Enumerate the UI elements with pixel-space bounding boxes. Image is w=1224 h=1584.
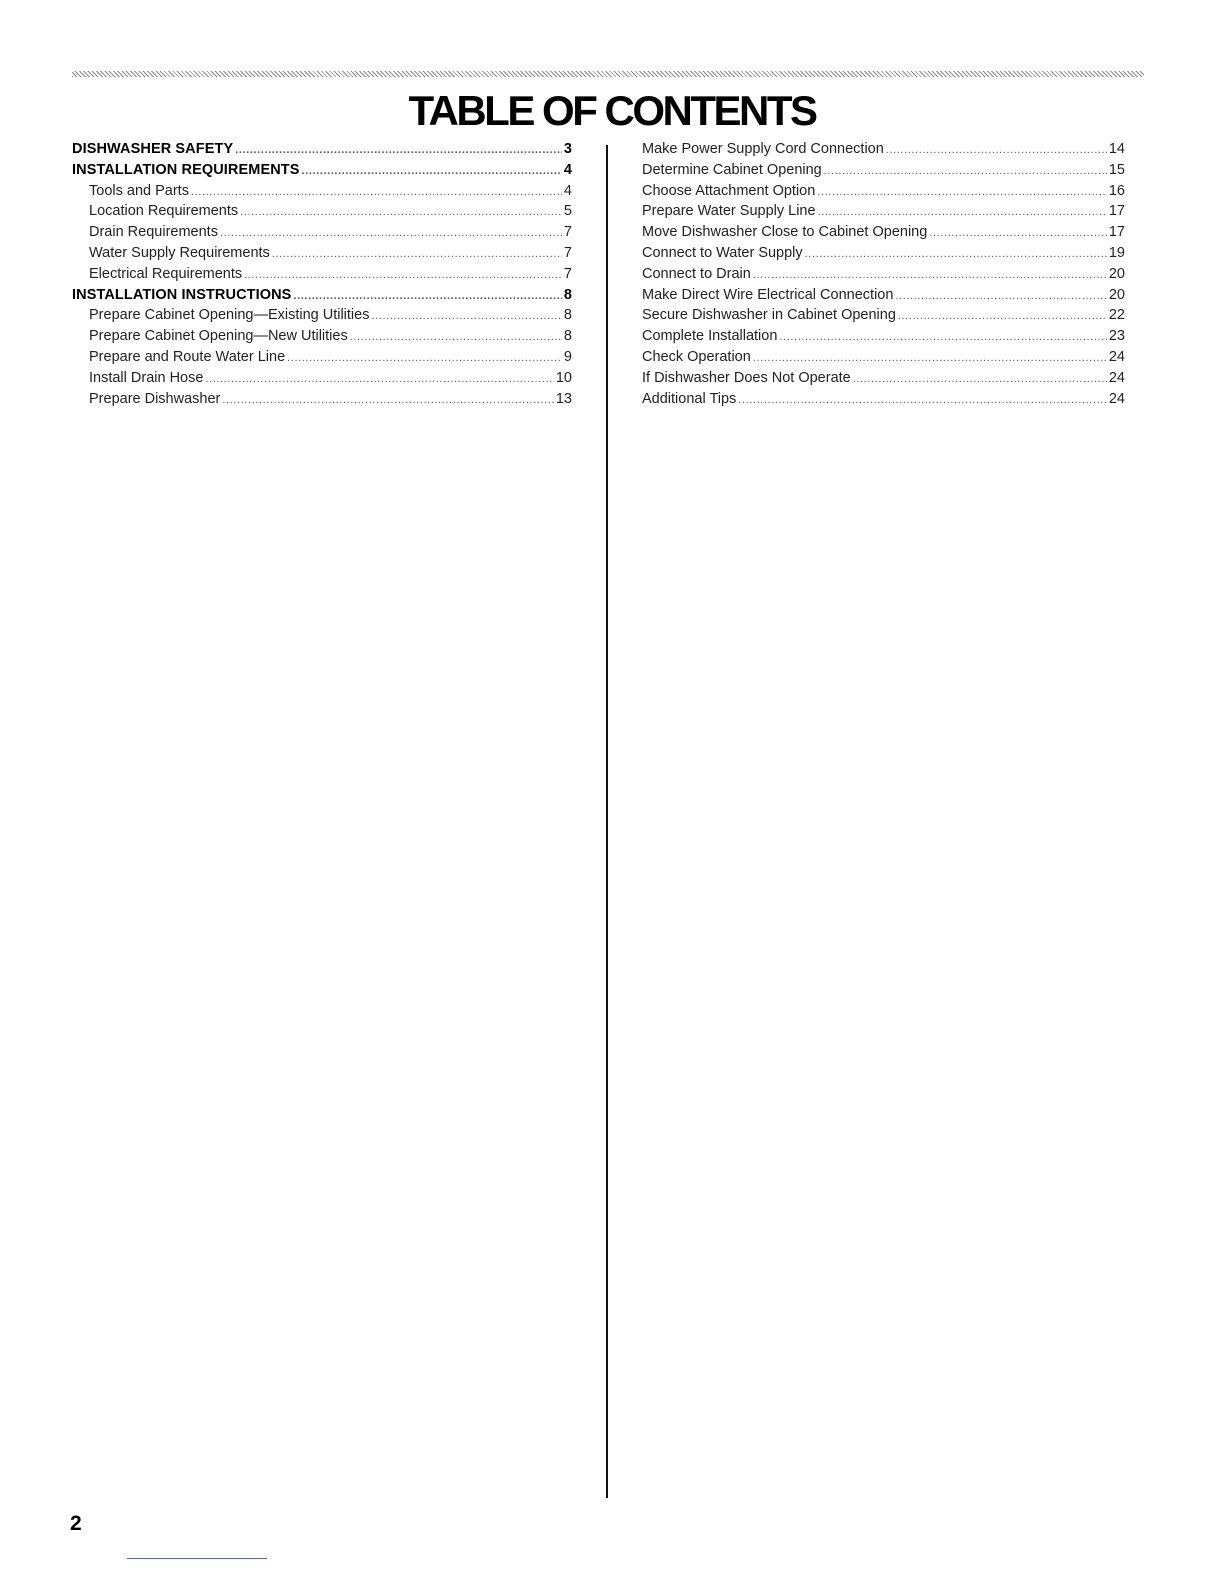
toc-entry-page: 8 — [563, 286, 572, 303]
toc-entry-label: Prepare and Route Water Line — [89, 348, 286, 365]
toc-entry[interactable] — [72, 285, 572, 306]
toc-entry[interactable] — [72, 222, 572, 243]
toc-entry-label: Make Direct Wire Electrical Connection — [642, 286, 894, 303]
header-rule — [72, 71, 1144, 77]
toc-entry-label: Complete Installation — [642, 328, 778, 345]
toc-entry-label: Check Operation — [642, 348, 751, 365]
toc-entry-label: Determine Cabinet Opening — [642, 161, 822, 178]
toc-left-column — [72, 139, 572, 409]
toc-entry[interactable] — [72, 347, 572, 368]
toc-entry-page: 20 — [1108, 286, 1125, 303]
toc-entry-page: 24 — [1108, 348, 1125, 365]
toc-entry-page: 7 — [563, 265, 572, 282]
column-divider — [606, 145, 608, 1498]
toc-entry[interactable] — [642, 201, 1125, 222]
toc-entry-page: 13 — [555, 390, 572, 407]
toc-entry[interactable] — [72, 264, 572, 285]
toc-leader-dots — [235, 140, 562, 161]
toc-entry-label: INSTALLATION REQUIREMENTS — [72, 161, 300, 178]
toc-leader-dots — [818, 202, 1107, 223]
toc-entry-label: DISHWASHER SAFETY — [72, 141, 234, 157]
toc-leader-dots — [222, 390, 553, 411]
toc-entry[interactable] — [642, 389, 1125, 410]
toc-entry-label: Electrical Requirements — [89, 265, 243, 282]
toc-leader-dots — [272, 244, 562, 265]
toc-leader-dots — [191, 182, 562, 203]
toc-entry[interactable] — [72, 305, 572, 326]
toc-right-column — [642, 139, 1125, 409]
toc-entry-page: 8 — [563, 307, 572, 324]
toc-leader-dots — [205, 369, 553, 390]
toc-entry[interactable] — [72, 139, 572, 160]
toc-entry[interactable] — [72, 160, 572, 181]
toc-entry-page: 3 — [563, 141, 572, 157]
toc-entry-page: 17 — [1108, 203, 1125, 220]
toc-leader-dots — [371, 306, 561, 327]
toc-entry[interactable] — [642, 181, 1125, 202]
toc-entry-label: If Dishwasher Does Not Operate — [642, 369, 851, 386]
toc-leader-dots — [853, 369, 1107, 390]
toc-leader-dots — [293, 286, 561, 307]
toc-entry-page: 7 — [563, 224, 572, 241]
page-number: 2 — [70, 1512, 82, 1535]
toc-leader-dots — [738, 390, 1107, 411]
toc-entry[interactable] — [72, 181, 572, 202]
toc-entry-page: 23 — [1108, 328, 1125, 345]
toc-entry-page: 14 — [1108, 141, 1125, 157]
toc-leader-dots — [929, 223, 1107, 244]
toc-leader-dots — [244, 265, 562, 286]
toc-entry-label: Drain Requirements — [89, 224, 218, 241]
toc-entry-page: 24 — [1108, 390, 1125, 407]
toc-entry[interactable] — [642, 264, 1125, 285]
toc-entry[interactable] — [642, 160, 1125, 181]
toc-entry-label: Connect to Drain — [642, 265, 751, 282]
toc-leader-dots — [805, 244, 1107, 265]
toc-entry[interactable] — [642, 222, 1125, 243]
footer-link-underline — [127, 1558, 267, 1559]
toc-leader-dots — [824, 161, 1107, 182]
toc-entry-page: 10 — [555, 369, 572, 386]
toc-leader-dots — [817, 182, 1107, 203]
toc-leader-dots — [898, 306, 1107, 327]
toc-entry[interactable] — [72, 389, 572, 410]
toc-entry-label: Connect to Water Supply — [642, 244, 803, 261]
toc-leader-dots — [240, 202, 562, 223]
toc-entry-label: Additional Tips — [642, 390, 737, 407]
toc-entry-label: INSTALLATION INSTRUCTIONS — [72, 286, 292, 303]
page-title: TABLE OF CONTENTS — [408, 87, 816, 134]
toc-leader-dots — [350, 327, 562, 348]
toc-entry[interactable] — [642, 368, 1125, 389]
toc-leader-dots — [895, 286, 1106, 307]
toc-entry-label: Install Drain Hose — [89, 369, 204, 386]
toc-entry-label: Location Requirements — [89, 203, 239, 220]
toc-entry-page: 5 — [563, 203, 572, 220]
toc-entry[interactable] — [72, 326, 572, 347]
toc-entry[interactable] — [72, 368, 572, 389]
toc-entry[interactable] — [72, 243, 572, 264]
toc-entry-page: 8 — [563, 328, 572, 345]
toc-leader-dots — [302, 161, 562, 182]
toc-entry-label: Prepare Cabinet Opening—New Utilities — [89, 328, 348, 345]
toc-entry-label: Choose Attachment Option — [642, 182, 816, 199]
toc-leader-dots — [220, 223, 562, 244]
toc-entry-label: Prepare Dishwasher — [89, 390, 221, 407]
toc-entry-label: Secure Dishwasher in Cabinet Opening — [642, 307, 896, 324]
toc-leader-dots — [886, 140, 1107, 161]
toc-entry[interactable] — [642, 347, 1125, 368]
toc-entry-page: 7 — [563, 244, 572, 261]
toc-entry-page: 4 — [563, 182, 572, 199]
toc-entry-page: 22 — [1108, 307, 1125, 324]
toc-entry[interactable] — [642, 243, 1125, 264]
toc-leader-dots — [779, 327, 1106, 348]
toc-entry-label: Prepare Cabinet Opening—Existing Utilities — [89, 307, 370, 324]
toc-entry[interactable] — [642, 285, 1125, 306]
toc-entry-page: 4 — [563, 161, 572, 178]
toc-entry[interactable] — [642, 305, 1125, 326]
toc-entry-page: 24 — [1108, 369, 1125, 386]
toc-entry[interactable] — [642, 326, 1125, 347]
toc-entry-page: 19 — [1108, 244, 1125, 261]
toc-entry[interactable] — [642, 139, 1125, 160]
toc-entry-page: 16 — [1108, 182, 1125, 199]
toc-entry-label: Water Supply Requirements — [89, 244, 270, 261]
toc-leader-dots — [753, 348, 1107, 369]
toc-entry-label: Move Dishwasher Close to Cabinet Opening — [642, 224, 928, 241]
toc-entry-page: 20 — [1108, 265, 1125, 282]
toc-leader-dots — [753, 265, 1107, 286]
toc-entry-label: Tools and Parts — [89, 182, 189, 199]
toc-entry[interactable] — [72, 201, 572, 222]
toc-leader-dots — [287, 348, 562, 369]
toc-entry-label: Prepare Water Supply Line — [642, 203, 816, 220]
toc-entry-page: 17 — [1108, 224, 1125, 241]
toc-entry-page: 15 — [1108, 161, 1125, 178]
toc-entry-page: 9 — [563, 348, 572, 365]
toc-entry-label: Make Power Supply Cord Connection — [642, 141, 884, 157]
